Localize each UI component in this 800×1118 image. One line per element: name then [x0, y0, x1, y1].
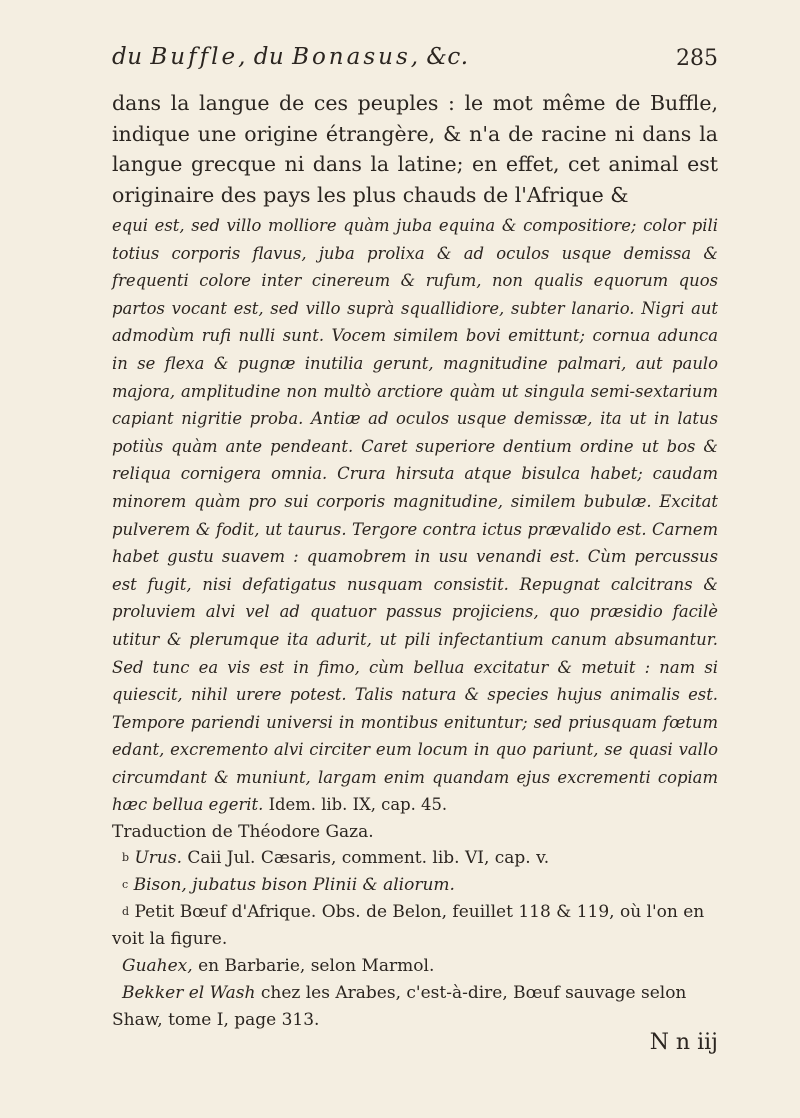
- latin-reference: Idem. lib. IX, cap. 45.: [268, 795, 448, 815]
- footnote-text: Caii Jul. Cæsaris, comment. lib. VI, cap. v.: [181, 848, 550, 869]
- latin-quotation: [112, 212, 718, 819]
- footnote: [112, 845, 718, 872]
- footnote-italic: Urus.: [134, 848, 182, 869]
- signature-mark: N n iij: [649, 1030, 718, 1055]
- footnote-italic: Guahex,: [122, 956, 193, 977]
- translation-credit: Traduction de Théodore Gaza.: [112, 822, 374, 843]
- footnote-italic: Bekker el Wash: [122, 983, 256, 1004]
- footnote-italic: Bison, jubatus bison Plinii & aliorum.: [133, 875, 455, 896]
- page-number: 285: [676, 46, 718, 71]
- title-part: , du: [238, 44, 293, 70]
- title-bonasus: Bonasus: [292, 44, 411, 70]
- footnote-text: Petit Bœuf d'Afrique. Obs. de Belon, feuillet 118 & 119, où l'on en voit la figure.: [112, 902, 705, 950]
- footnote: [112, 872, 718, 899]
- running-header: [112, 44, 718, 80]
- footnote-text: chez les Arabes, c'est-à-dire, Bœuf sauvage selon Shaw, tome I, page 313.: [112, 983, 687, 1031]
- footnote-mark: b: [122, 851, 130, 865]
- title-part: du: [112, 44, 151, 70]
- title-buffle: Buffle: [150, 44, 239, 70]
- footnote: [112, 953, 718, 980]
- running-title: [112, 44, 469, 70]
- footnote-text: en Barbarie, selon Marmol.: [192, 956, 435, 977]
- french-paragraph: dans la langue de ces peuples : le mot même de Buffle, indique une origine étrangère, & n'a de racine ni dans la langue grecque ni dans la latine; en effet, cet animal est originaire des pays les plus chauds de l'Afrique &: [112, 91, 718, 207]
- footnotes: [112, 845, 718, 1034]
- footnote-mark: c: [122, 878, 129, 892]
- title-part: , &c.: [410, 44, 469, 70]
- footnote: [112, 980, 718, 1034]
- footnote-mark: d: [122, 905, 130, 919]
- latin-text: equi est, sed villo molliore quàm juba equina & compositiore; color pili totius corporis flavus, juba prolixa & ad oculos usque demissa & frequenti colore inter cinereum & rufum, non qualis equorum quos partos vocant est, sed villo suprà squallidiore, subter lanario. Nigri aut admodùm rufi nulli sunt. Vocem similem bovi emittunt; cornua adunca in se flexa & pugnæ inutilia gerunt, magnitudine palmari, aut paulo majora, amplitudine non multò arctiore quàm ut singula semi-sextarium capiant nigritie proba. Antiæ ad oculos usque demissæ, ita ut in latus potiùs quàm ante pendeant. Caret superiore dentium ordine ut bos & reliqua cornigera omnia. Crura hirsuta atque bisulca habet; caudam minorem quàm pro sui corporis magnitudine, similem bubulæ. Excitat pulverem & fodit, ut taurus. Tergore contra ictus prævalido est. Carnem habet gustu suavem : quamobrem in usu venandi est. Cùm percussus est fugit, nisi defatigatus nusquam consistit. Repugnat calcitrans & proluviem alvi vel ad quatuor passus projiciens, quo præsidio facilè utitur & plerumque ita adurit, ut pili infectantium canum absumantur. Sed tunc ea vis est in fimo, cùm bellua excitatur & metuit : nam si quiescit, nihil urere potest. Talis natura & species hujus animalis est. Tempore pariendi universi in montibus enituntur; sed priusquam fœtum edant, excremento alvi circiter eum locum in quo pariunt, se quasi vallo circumdant & muniunt, largam enim quandam ejus excrementi copiam hæc bellua egerit.: [112, 216, 718, 815]
- footnote: [112, 899, 718, 953]
- text-body: [112, 88, 718, 1034]
